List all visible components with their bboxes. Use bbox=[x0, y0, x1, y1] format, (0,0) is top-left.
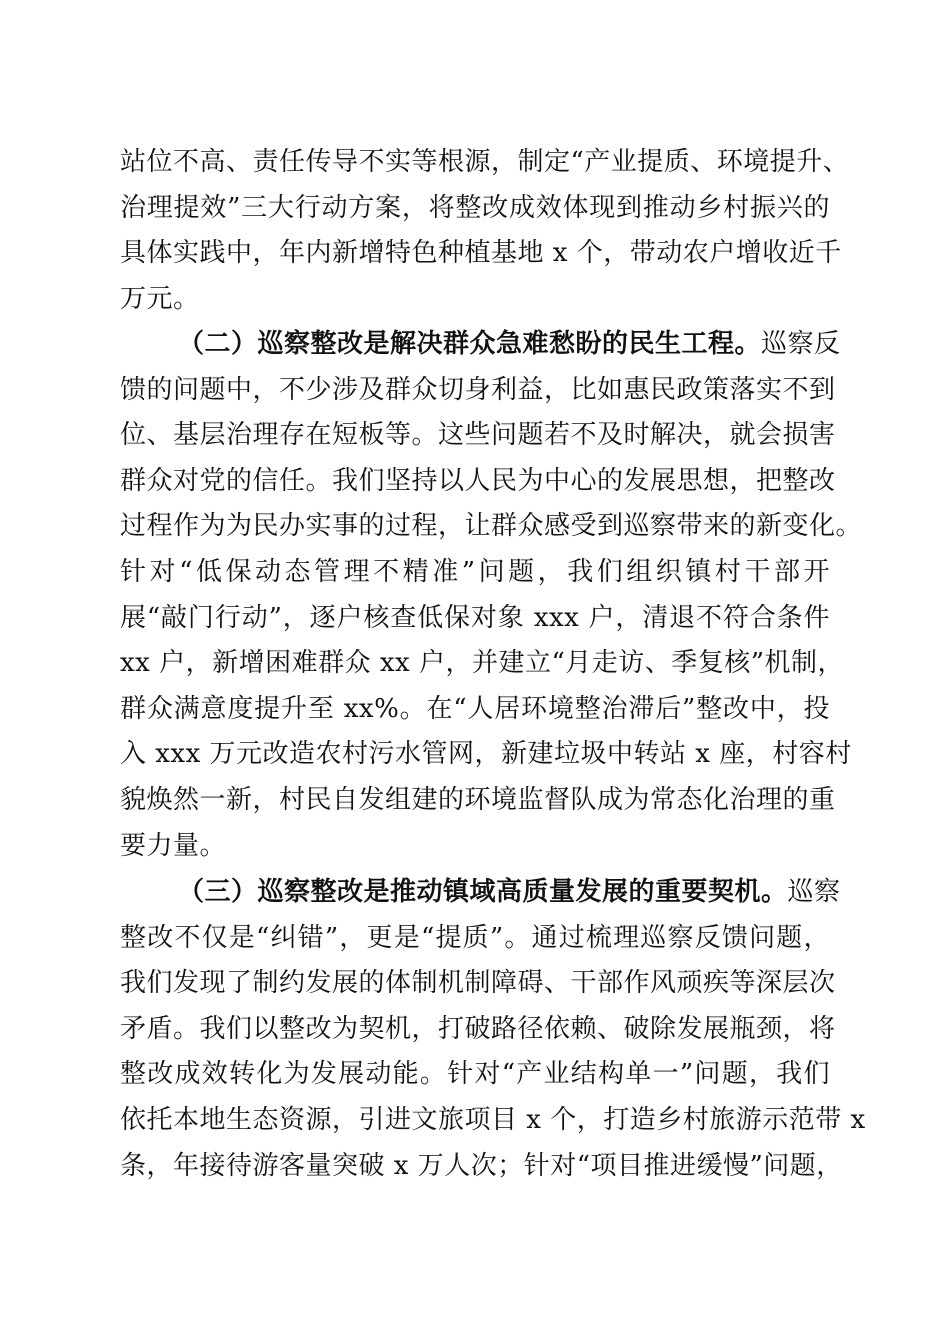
paragraph-1 bbox=[120, 140, 850, 322]
text-line: 矛盾。我们以整改为契机，打破路径依赖、破除发展瓶颈，将 bbox=[120, 1013, 836, 1044]
text-line: 站位不高、责任传导不实等根源，制定“产业提质、环境提升、 bbox=[120, 147, 850, 177]
text-line: 治理提效”三大行动方案，将整改成效体现到推动乡村振兴的 bbox=[120, 192, 830, 223]
text-line: 整改不仅是“纠错”，更是“提质”。通过梳理巡察反馈问题， bbox=[120, 922, 830, 953]
text-line: 位、基层治理存在短板等。这些问题若不及时解决，就会损害 bbox=[120, 420, 836, 451]
text-line: 条，年接待游客量突破 x 万人次；针对“项目推进缓慢”问题， bbox=[120, 1150, 843, 1181]
text-line: 貌焕然一新，村民自发组建的环境监督队成为常态化治理的重 bbox=[120, 784, 836, 815]
text-fragment: 巡察反 bbox=[761, 329, 841, 359]
paragraph-3 bbox=[120, 870, 866, 1189]
section-heading-2: （二）巡察整改是解决群众急难愁盼的民生工程。 bbox=[178, 329, 762, 359]
text-line: 具体实践中，年内新增特色种植基地 x 个，带动农户增收近千 bbox=[120, 238, 842, 269]
text-line: 入 xxx 万元改造农村污水管网，新建垃圾中转站 x 座，村容村 bbox=[120, 739, 852, 770]
text-line: 要力量。 bbox=[120, 830, 227, 861]
text-line: 依托本地生态资源，引进文旅项目 x 个，打造乡村旅游示范带 x bbox=[120, 1104, 866, 1135]
heading-line bbox=[120, 870, 841, 916]
text-line: 馈的问题中，不少涉及群众切身利益，比如惠民政策落实不到 bbox=[120, 374, 836, 405]
text-line: 过程作为为民办实事的过程，让群众感受到巡察带来的新变化。 bbox=[120, 511, 863, 542]
text-line: 整改成效转化为发展动能。针对“产业结构单一”问题，我们 bbox=[120, 1059, 830, 1090]
text-fragment: 巡察 bbox=[787, 877, 841, 907]
paragraph-2 bbox=[120, 322, 863, 869]
text-line: 群众满意度提升至 xx%。在“人居环境整治滞后”整改中，投 bbox=[120, 693, 830, 724]
heading-line bbox=[120, 322, 841, 368]
text-line: 万元。 bbox=[120, 283, 200, 314]
text-line: 针对“低保动态管理不精准”问题，我们组织镇村干部开 bbox=[120, 556, 830, 587]
text-line: 我们发现了制约发展的体制机制障碍、干部作风顽疾等深层次 bbox=[120, 968, 836, 999]
section-heading-3: （三）巡察整改是推动镇域高质量发展的重要契机。 bbox=[178, 877, 788, 907]
text-line: xx 户，新增困难群众 xx 户，并建立“月走访、季复核”机制， bbox=[120, 648, 845, 679]
text-line: 群众对党的信任。我们坚持以人民为中心的发展思想，把整改 bbox=[120, 465, 836, 496]
text-line: 展“敲门行动”，逐户核查低保对象 xxx 户，清退不符合条件 bbox=[120, 602, 830, 633]
